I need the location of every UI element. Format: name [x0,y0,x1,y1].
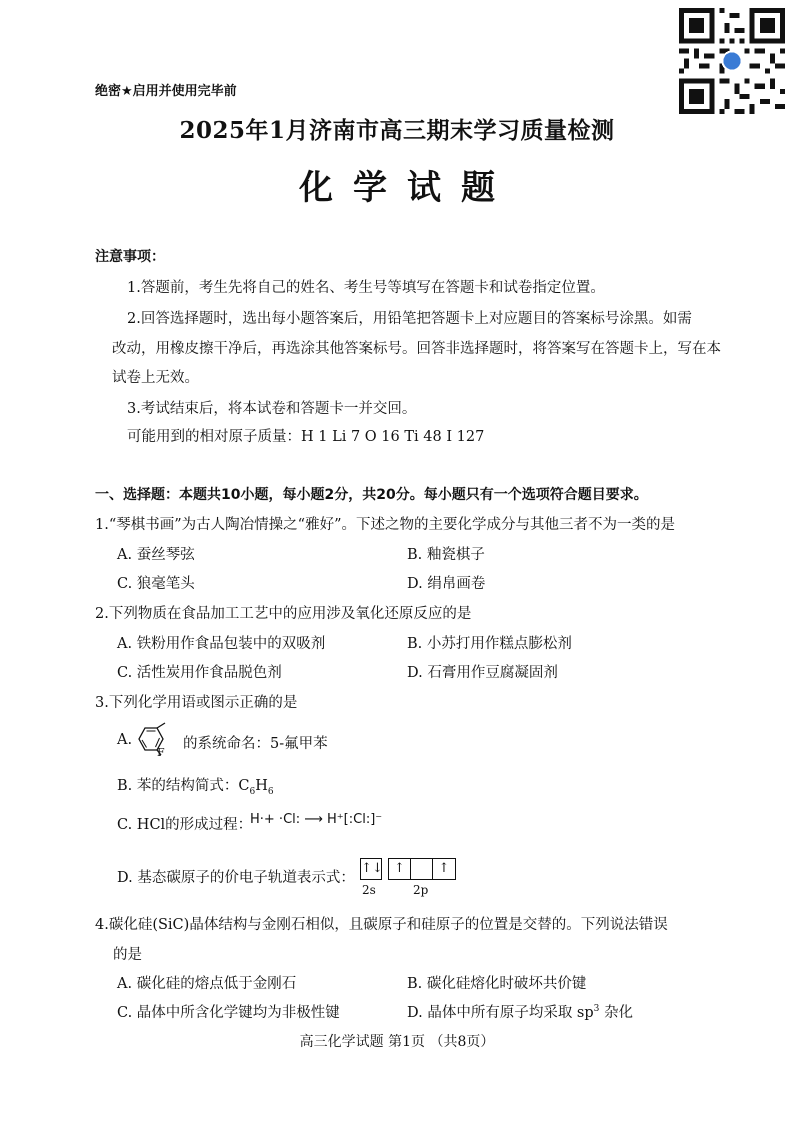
page-footer: 高三化学试题 第1页 （共8页） [299,1034,495,1050]
orbital-2s-label: 2s [362,883,376,897]
question-4-stem: 4.碳化硅(SiC)晶体结构与金刚石相似，且碳原子和硅原子的位置是交替的。下列说法错误 [95,917,668,933]
orbital-2s-box [360,858,382,880]
question-1-option-d: D. 绢帛画卷 [407,576,486,592]
question-3-option-a-label: A. [117,732,133,748]
orbital-2p-cell-3: ↑ [438,861,450,876]
fluorine-atom-label: F [157,746,165,759]
atomic-mass-line: 可能用到的相对原子质量：H 1 Li 7 O 16 Ti 48 I 127 [127,429,485,445]
orbital-2s-cell: ↑↓ [361,861,383,876]
question-4-option-d: D. 晶体中所有原子均采取 $sp^3$ 杂化 [407,1004,634,1021]
question-1-stem: 1.“琴棋书画”为古人陶冶情操之“雅好”。下述之物的主要化学成分与其他三者不为一类的是 [95,517,675,533]
question-3-stem: 3.下列化学用语或图示正确的是 [95,695,298,711]
qr-code-icon [679,8,785,114]
question-4-option-a: A. 碳化硅的熔点低于金刚石 [117,976,297,992]
orbital-2p-cell-2 [411,859,433,879]
question-2-stem: 2.下列物质在食品加工工艺中的应用涉及氧化还原反应的是 [95,606,472,622]
subject-title: 化学试题 [299,168,515,208]
question-4-option-c: C. 晶体中所含化学键均为非极性键 [117,1005,340,1021]
question-3-option-c: C. HCl的形成过程： [117,817,253,833]
notice-line-2: 2.回答选择题时，选出每小题答案后，用铅笔把答题卡上对应题目的答案标号涂黑。如需 [127,311,692,327]
notice-line-5: 3.考试结束后，将本试卷和答题卡一并交回。 [127,401,417,417]
question-1-option-c: C. 狼毫笔头 [117,576,195,592]
question-3-option-b: B. 苯的结构简式：$C_6H_6$ [117,778,274,797]
question-2-option-c: C. 活性炭用作食品脱色剂 [117,665,282,681]
notice-line-4: 试卷上无效。 [112,370,199,386]
question-4-option-b: B. 碳化硅熔化时破坏共价键 [407,976,587,992]
orbital-2p-cell-1: ↑ [389,859,411,879]
question-3-option-a: 的系统命名：5-氟甲苯 [183,736,328,752]
question-2-option-b: B. 小苏打用作糕点膨松剂 [407,636,572,652]
question-4-stem-cont: 的是 [113,947,142,963]
notice-line-1: 1.答题前，考生先将自己的姓名、考生号等填写在答题卡和试卷指定位置。 [127,280,605,296]
exam-title: 2025年1月济南市高三期末学习质量检测 [179,117,615,144]
orbital-2p-box [388,858,456,880]
notice-title: 注意事项： [95,249,165,265]
question-1-option-a: A. 蚕丝琴弦 [117,547,195,563]
question-2-option-d: D. 石膏用作豆腐凝固剂 [407,665,558,681]
section-heading: 一、选择题：本题共10小题，每小题2分，共20分。每小题只有一个选项符合题目要求。 [95,487,648,503]
fluorotoluene-structure-icon [131,722,181,762]
question-3-option-d: D. 基态碳原子的价电子轨道表示式： [117,870,355,886]
orbital-2p-label: 2p [413,883,429,897]
question-2-option-a: A. 铁粉用作食品包装中的双吸剂 [117,636,326,652]
question-1-option-b: B. 釉瓷棋子 [407,547,485,563]
confidential-label: 绝密★启用并使用完毕前 [95,84,237,99]
notice-line-3: 改动，用橡皮擦干净后，再选涂其他答案标号。回答非选择题时，将答案写在答题卡上，写在本 [112,341,721,357]
hcl-formation-formula: H·+ ·Cl: ⟶ H⁺[:Cl:]⁻ [250,812,383,827]
